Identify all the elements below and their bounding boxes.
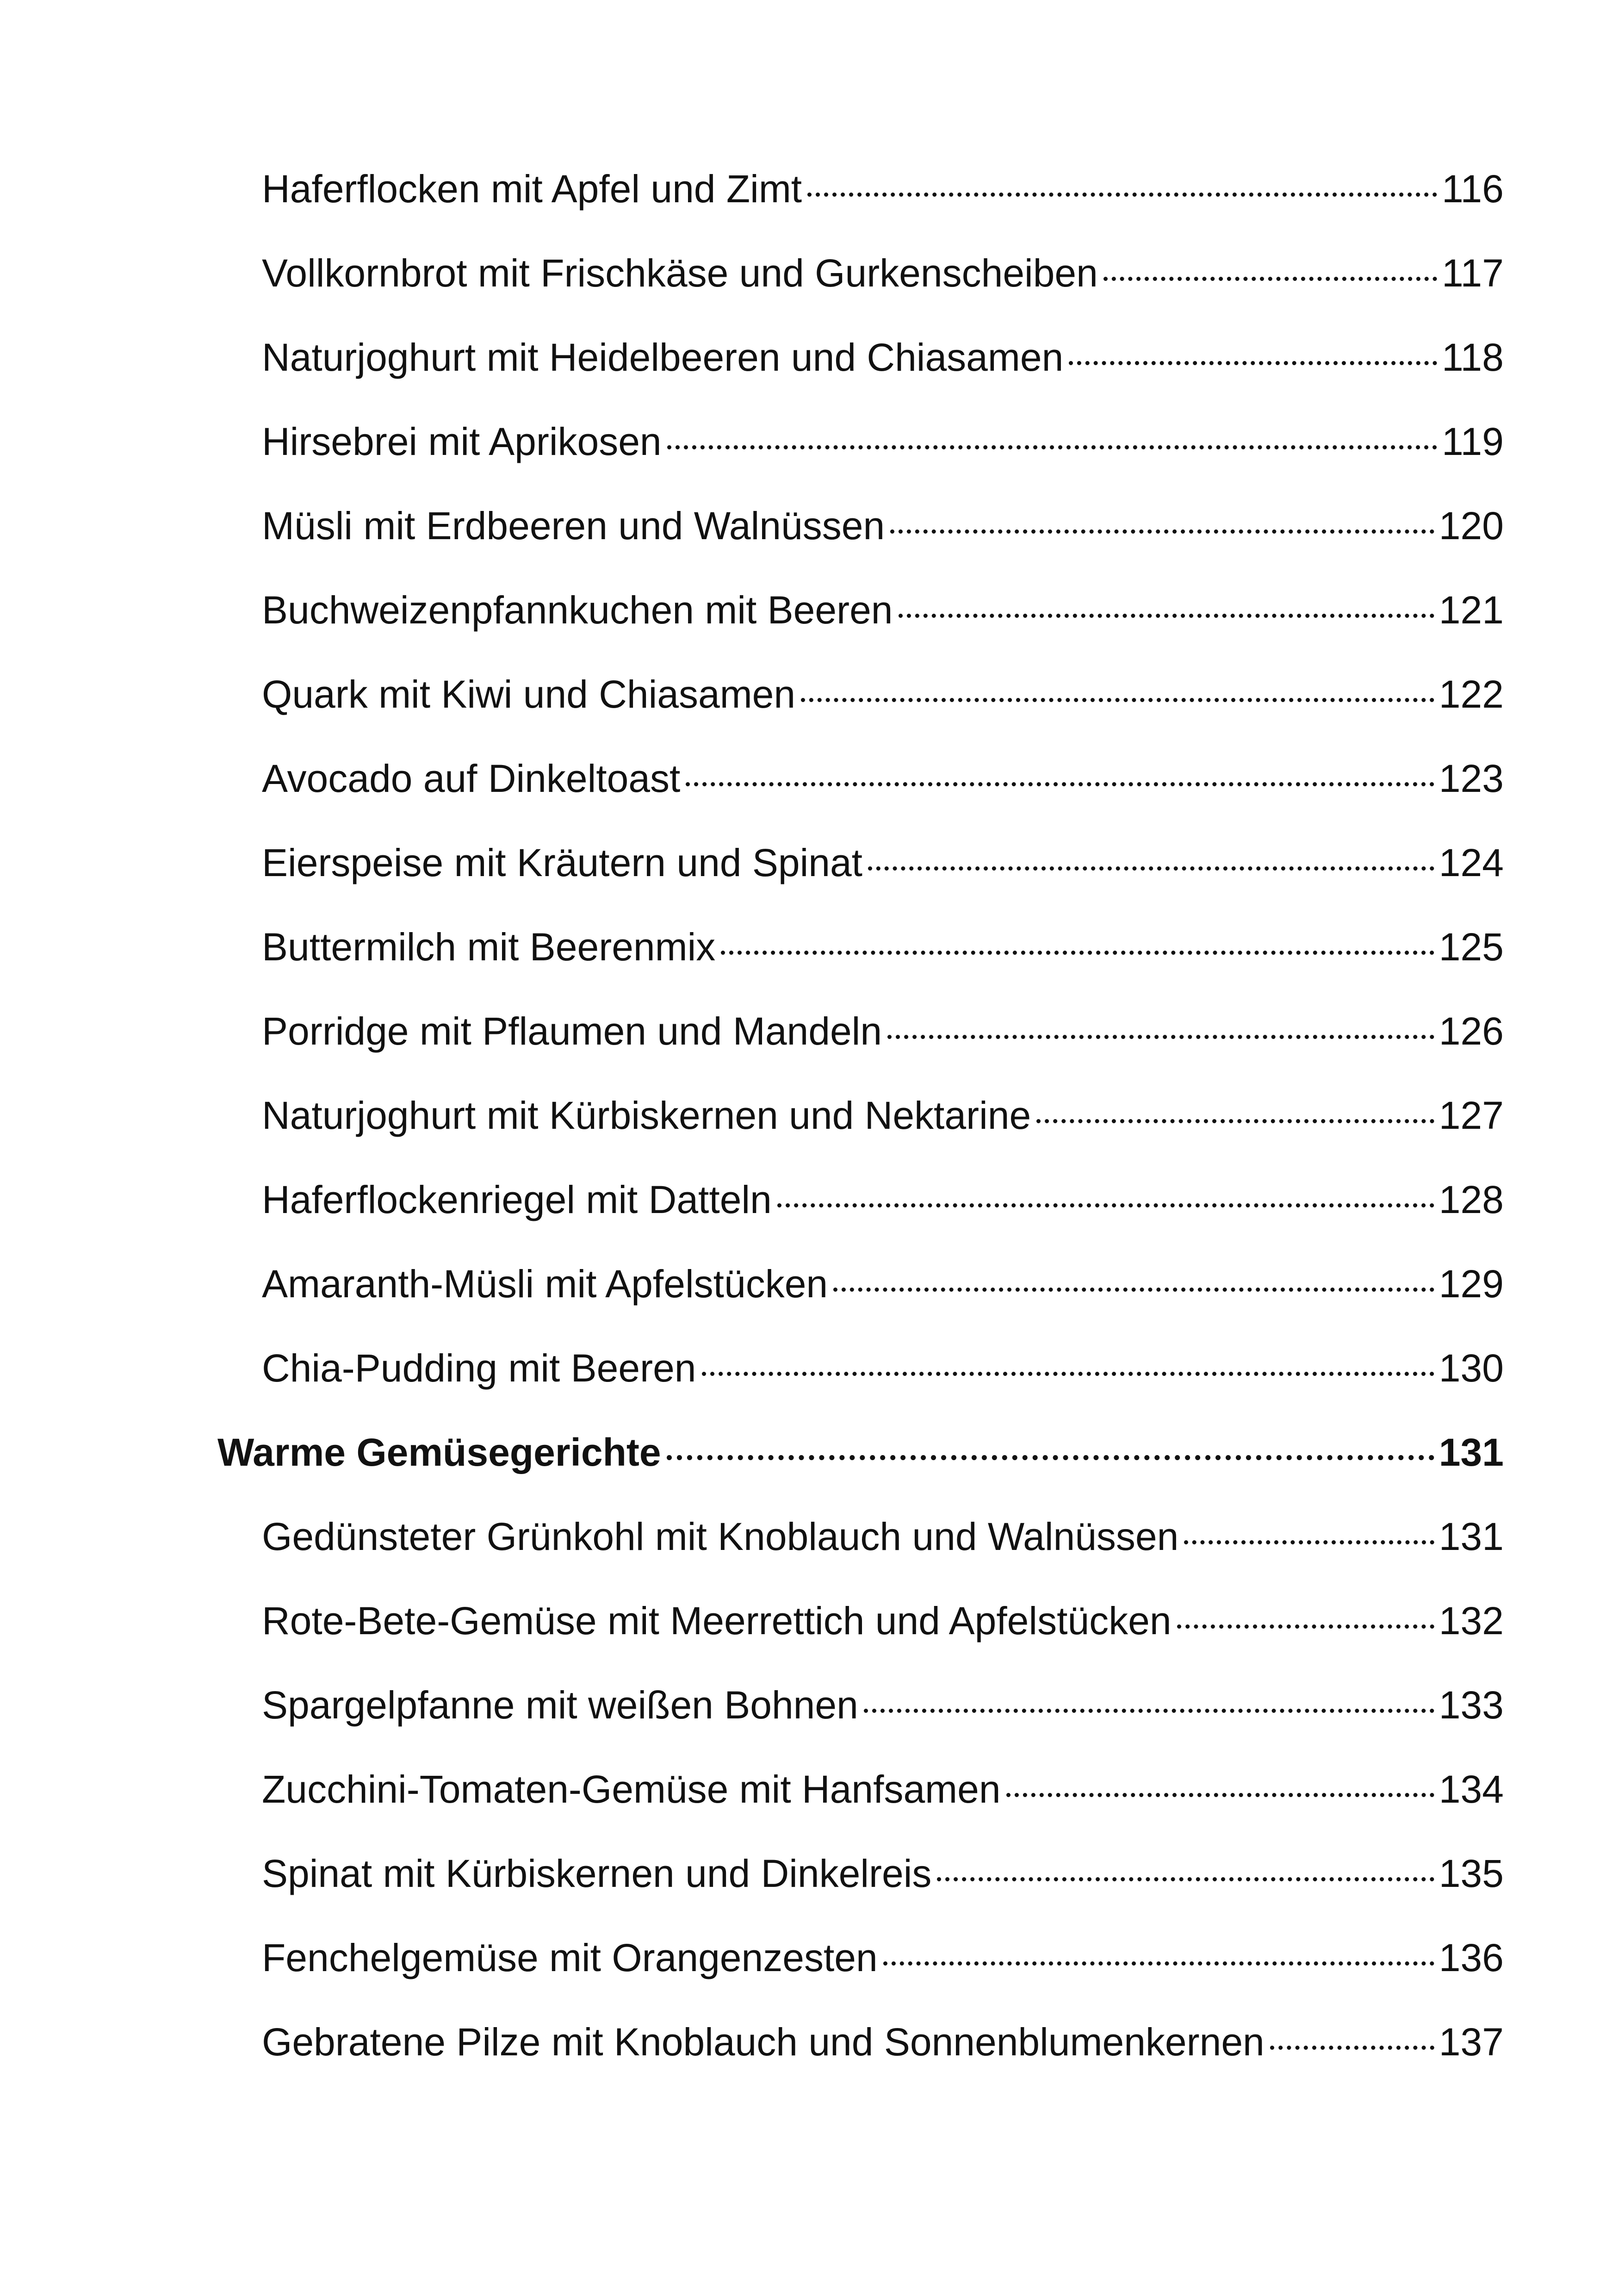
toc-entry[interactable]	[217, 1008, 1504, 1092]
toc-entry[interactable]	[217, 418, 1504, 503]
toc-entry-title: Zucchini-Tomaten-Gemüse mit Hanfsamen	[262, 1767, 1001, 1811]
toc-entry[interactable]	[217, 587, 1504, 671]
toc-page-number: 133	[1438, 1683, 1504, 1727]
toc-entry-title: Chia-Pudding mit Beeren	[262, 1346, 696, 1390]
toc-dot-leader	[868, 866, 1434, 871]
toc-dot-leader	[1006, 1793, 1434, 1797]
toc-page-number: 127	[1438, 1094, 1504, 1137]
toc-section-title: Warme Gemüsegerichte	[217, 1431, 661, 1474]
toc-entry[interactable]	[217, 1176, 1504, 1261]
toc-page-number: 129	[1438, 1262, 1504, 1306]
toc-dot-leader	[702, 1372, 1434, 1376]
toc-page-number: 131	[1438, 1431, 1504, 1474]
toc-page-number: 118	[1442, 336, 1504, 379]
toc-page-number: 122	[1438, 672, 1504, 716]
toc-entry[interactable]	[217, 1513, 1504, 1598]
toc-entry-title: Gebratene Pilze mit Knoblauch und Sonnenblumenkernen	[262, 2020, 1265, 2064]
toc-entry[interactable]	[217, 671, 1504, 755]
toc-entry-title: Müsli mit Erdbeeren und Walnüssen	[262, 504, 885, 548]
toc-dot-leader	[801, 698, 1434, 702]
toc-entry-title: Eierspeise mit Kräutern und Spinat	[262, 841, 863, 884]
toc-entry[interactable]	[217, 334, 1504, 418]
toc-page-number: 131	[1438, 1515, 1504, 1558]
toc-entry-title: Gedünsteter Grünkohl mit Knoblauch und Walnüssen	[262, 1515, 1179, 1558]
toc-entry[interactable]	[217, 1935, 1504, 2019]
toc-entry[interactable]	[217, 1261, 1504, 1345]
toc-dot-leader	[1036, 1119, 1434, 1123]
toc-entry-title: Spargelpfanne mit weißen Bohnen	[262, 1683, 858, 1727]
toc-dot-leader	[686, 782, 1434, 786]
toc-page-number: 124	[1438, 841, 1504, 884]
toc-entry[interactable]	[217, 250, 1504, 334]
toc-dot-leader	[807, 193, 1437, 197]
toc-page-number: 116	[1442, 167, 1504, 211]
toc-entry[interactable]	[217, 1850, 1504, 1935]
toc-page-number: 134	[1438, 1767, 1504, 1811]
toc-entry[interactable]	[217, 924, 1504, 1008]
toc-dot-leader	[890, 529, 1434, 534]
toc-entry-title: Buchweizenpfannkuchen mit Beeren	[262, 588, 893, 632]
toc-dot-leader	[887, 1035, 1434, 1039]
toc-page-number: 136	[1438, 1936, 1504, 1979]
toc-entry[interactable]	[217, 1598, 1504, 1682]
toc-dot-leader	[1184, 1540, 1434, 1544]
toc-entry-title: Vollkornbrot mit Frischkäse und Gurkenscheiben	[262, 251, 1098, 295]
toc-dot-leader	[777, 1203, 1434, 1207]
toc-dot-leader	[883, 1961, 1434, 1966]
toc-entry[interactable]	[217, 166, 1504, 250]
toc-page-number: 119	[1442, 420, 1504, 463]
toc-entry[interactable]	[217, 1766, 1504, 1850]
toc-page-number: 125	[1438, 925, 1504, 969]
toc-dot-leader	[1270, 2046, 1434, 2050]
toc-dot-leader	[899, 614, 1434, 618]
toc-entry-title: Haferflocken mit Apfel und Zimt	[262, 167, 802, 211]
toc-dot-leader	[1177, 1624, 1434, 1629]
toc-dot-leader	[667, 1455, 1434, 1460]
toc-entry-title: Buttermilch mit Beerenmix	[262, 925, 716, 969]
toc-entry-title: Fenchelgemüse mit Orangenzesten	[262, 1936, 878, 1979]
toc-entry-title: Haferflockenriegel mit Datteln	[262, 1178, 772, 1221]
toc-entry[interactable]	[217, 1092, 1504, 1176]
toc-page-number: 135	[1438, 1852, 1504, 1895]
toc-entry-title: Naturjoghurt mit Kürbiskernen und Nektarine	[262, 1094, 1031, 1137]
toc-entry-title: Spinat mit Kürbiskernen und Dinkelreis	[262, 1852, 932, 1895]
toc-entry[interactable]	[217, 755, 1504, 840]
toc-entry-title: Porridge mit Pflaumen und Mandeln	[262, 1009, 882, 1053]
toc-dot-leader	[833, 1288, 1434, 1292]
toc-entry[interactable]	[217, 1682, 1504, 1766]
toc-entry-title: Naturjoghurt mit Heidelbeeren und Chiasamen	[262, 336, 1064, 379]
toc-entry-title: Avocado auf Dinkeltoast	[262, 757, 681, 800]
toc-page-number: 117	[1442, 251, 1504, 295]
toc-entry[interactable]	[217, 503, 1504, 587]
toc-dot-leader	[864, 1709, 1434, 1713]
toc-section-heading[interactable]	[217, 1429, 1504, 1513]
toc-entry-title: Amaranth-Müsli mit Apfelstücken	[262, 1262, 828, 1306]
toc-dot-leader	[1069, 361, 1437, 365]
toc-dot-leader	[937, 1877, 1434, 1881]
toc-dot-leader	[721, 951, 1434, 955]
toc-page-number: 121	[1438, 588, 1504, 632]
toc-dot-leader	[667, 445, 1437, 449]
toc-page-number: 120	[1438, 504, 1504, 548]
toc-page-number: 123	[1438, 757, 1504, 800]
toc-entry[interactable]	[217, 2019, 1504, 2103]
toc-page-number: 130	[1438, 1346, 1504, 1390]
toc-page-number: 132	[1438, 1599, 1504, 1643]
toc-entry[interactable]	[217, 1345, 1504, 1429]
table-of-contents	[217, 166, 1504, 2103]
toc-dot-leader	[1103, 277, 1437, 281]
toc-page-number: 137	[1438, 2020, 1504, 2064]
toc-page-number: 126	[1438, 1009, 1504, 1053]
toc-entry-title: Hirsebrei mit Aprikosen	[262, 420, 662, 463]
toc-entry[interactable]	[217, 840, 1504, 924]
toc-entry-title: Rote-Bete-Gemüse mit Meerrettich und Apfelstücken	[262, 1599, 1172, 1643]
toc-page-number: 128	[1438, 1178, 1504, 1221]
toc-entry-title: Quark mit Kiwi und Chiasamen	[262, 672, 796, 716]
